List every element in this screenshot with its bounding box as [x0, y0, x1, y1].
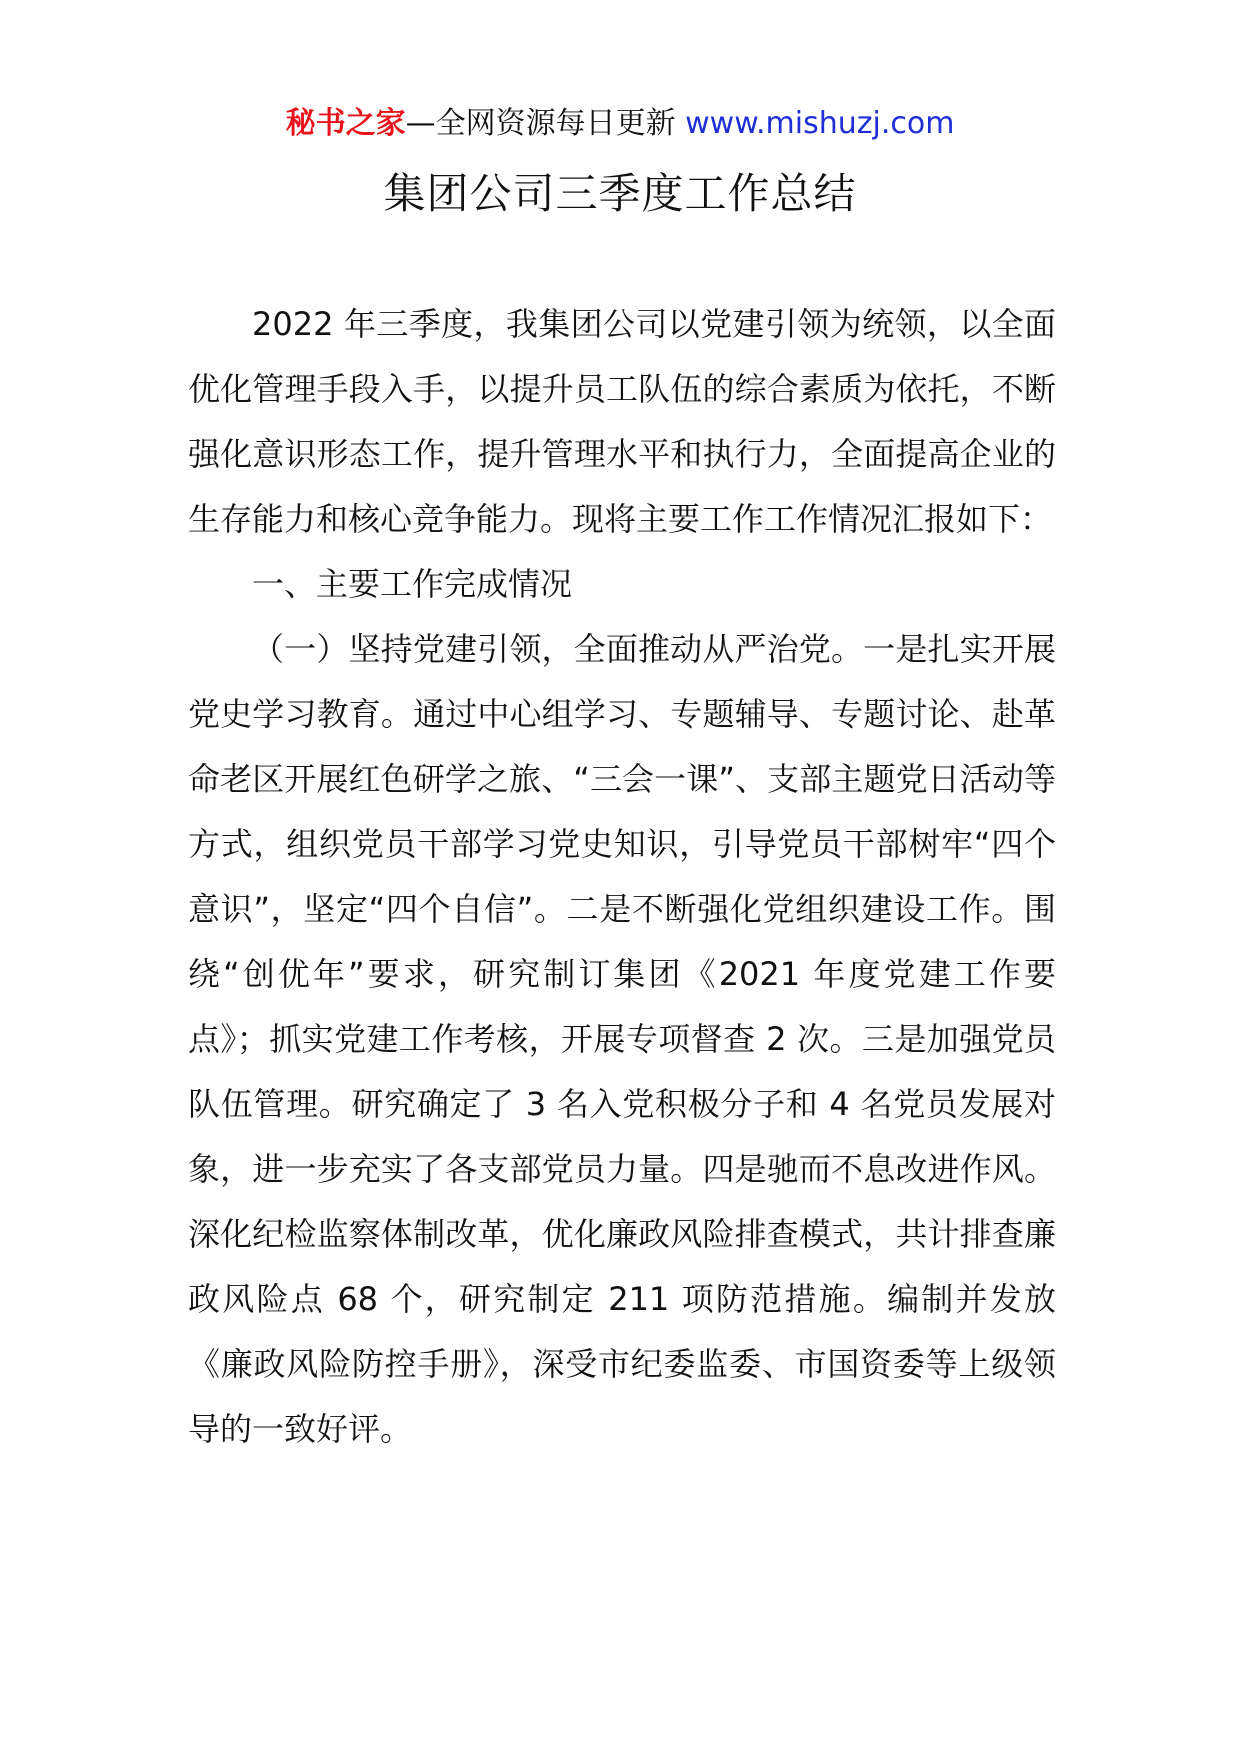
document-body — [188, 292, 1056, 1462]
site-url-link[interactable]: www.mishuzj.com — [685, 106, 955, 141]
site-brand: 秘书之家 — [285, 106, 406, 141]
document-title: 集团公司三季度工作总结 — [383, 169, 857, 218]
site-slogan: —全网资源每日更新 — [405, 106, 686, 141]
subsection-paragraph: （一）坚持党建引领，全面推动从严治党。一是扎实开展党史学习教育。通过中心组学习、专题辅导、专题讨论、赴革命老区开展红色研学之旅、“三会一课”、支部主题党日活动等方式，组织党员干部学习党史知识，引导党员干部树牢“四个意识”，坚定“四个自信”。二是不断强化党组织建设工作。围绕“创优年”要求，研究制订集团《2021 年度党建工作要点》；抓实党建工作考核，开展专项督查 2 次。三是加强党员队伍管理。研究确定了 3 名入党积极分子和 4 名党员发展对象，进一步充实了各支部党员力量。四是驰而不息改进作风。深化纪检监察体制改革，优化廉政风险排查模式，共计排查廉政风险点 68 个，研究制定 211 项防范措施。编制并发放《廉政风险防控手册》，深受市纪委监委、市国资委等上级领导的一致好评。 — [188, 630, 1056, 1448]
site-header — [0, 100, 1240, 148]
intro-paragraph: 2022 年三季度，我集团公司以党建引领为统领，以全面优化管理手段入手，以提升员工队伍的综合素质为依托，不断强化意识形态工作，提升管理水平和执行力，全面提高企业的生存能力和核心竞争能力。现将主要工作工作情况汇报如下： — [188, 305, 1056, 538]
section-heading: 一、主要工作完成情况 — [252, 565, 573, 603]
